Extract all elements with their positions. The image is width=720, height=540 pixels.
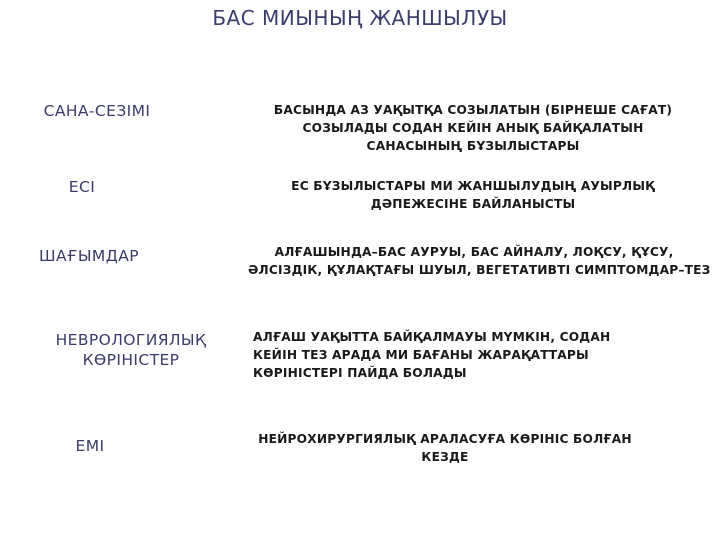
description-line: АЛҒАШ УАҚЫТТА БАЙҚАЛМАУЫ МҮМКІН, СОДАН [253, 330, 611, 344]
row-label-complaints [14, 246, 164, 266]
description-line: КЕЙІН ТЕЗ АРАДА МИ БАҒАНЫ ЖАРАҚАТТАРЫ [253, 348, 589, 362]
row-label-text: НЕВРОЛОГИЯЛЫҚ [55, 331, 207, 349]
row-description-complaints [248, 243, 711, 279]
row-description-treatment [240, 430, 650, 466]
row-label-text: ЕМІ [75, 437, 105, 455]
row-description-neurological [253, 328, 653, 382]
description-line: ЕС БҰЗЫЛЫСТАРЫ МИ ЖАНШЫЛУДЫҢ АУЫРЛЫҚ [291, 179, 655, 193]
description-line: АЛҒАШЫНДА–БАС АУРУЫ, БАС АЙНАЛУ, ЛОҚСУ, ҚҰСУ, [274, 245, 674, 259]
row-label-consciousness [22, 101, 172, 121]
description-line: НЕЙРОХИРУРГИЯЛЫҚ АРАЛАСУҒА КӨРІНІС БОЛҒАН [258, 432, 632, 446]
description-line: СОЗЫЛАДЫ СОДАН КЕЙІН АНЫҚ БАЙҚАЛАТЫН [302, 121, 644, 135]
description-line: БАСЫНДА АЗ УАҚЫТҚА СОЗЫЛАТЫН (БІРНЕШЕ САҒАТ) [273, 103, 673, 117]
description-line: КЕЗДЕ [421, 450, 469, 464]
row-label-memory [22, 177, 142, 197]
row-description-consciousness [258, 101, 688, 155]
row-label-neurological [36, 330, 226, 370]
page-title: БАС МИЫНЫҢ ЖАНШЫЛУЫ [212, 6, 508, 30]
description-line: ДӘПЕЖЕСІНЕ БАЙЛАНЫСТЫ [370, 197, 576, 211]
row-label-text: ЕСІ [68, 178, 96, 196]
description-line: КӨРІНІСТЕРІ ПАЙДА БОЛАДЫ [253, 366, 467, 380]
row-label-text: КӨРІНІСТЕР [82, 351, 180, 369]
row-label-text: САНА-СЕЗІМІ [43, 102, 151, 120]
description-line: САНАСЫНЫҢ БҰЗЫЛЫСТАРЫ [366, 139, 580, 153]
row-label-text: ШАҒЫМДАР [39, 247, 139, 265]
row-description-memory [258, 177, 688, 213]
description-line: ӘЛСІЗДІК, ҚҰЛАҚТАҒЫ ШУЫЛ, ВЕГЕТАТИВТІ СИМПТОМДАР–ТЕЗ [248, 263, 711, 277]
row-label-treatment [30, 436, 150, 456]
